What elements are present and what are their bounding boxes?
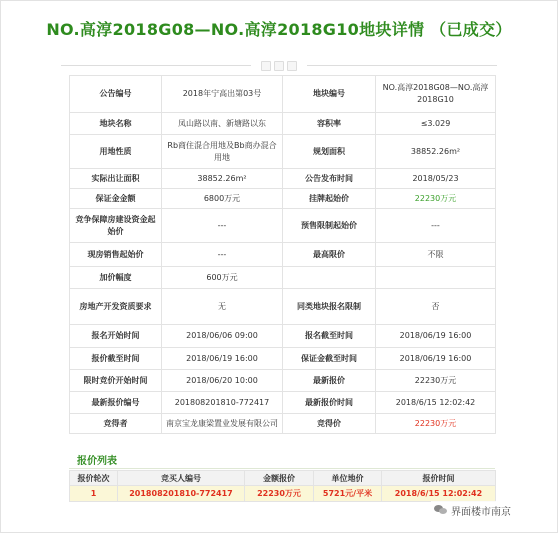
field-value: 600万元 xyxy=(162,267,283,289)
table-row xyxy=(70,370,496,392)
field-value: 2018/06/19 16:00 xyxy=(376,325,496,348)
field-value: 6800万元 xyxy=(162,189,283,209)
table-row xyxy=(70,113,496,135)
field-value: 2018/06/20 10:00 xyxy=(162,370,283,392)
field-value: NO.高淳2018G08—NO.高淳2018G10 xyxy=(376,76,496,113)
field-label: 公告编号 xyxy=(70,76,162,113)
table-row xyxy=(70,169,496,189)
watermark-text: 界面楼市南京 xyxy=(451,506,511,518)
field-value: 2018年宁高出第03号 xyxy=(162,76,283,113)
field-label: 预售限制起始价 xyxy=(283,209,376,243)
field-value: --- xyxy=(162,209,283,243)
bid-amount: 22230万元 xyxy=(245,486,314,502)
field-value: 38852.26m² xyxy=(376,135,496,169)
field-value: 22230万元 xyxy=(376,189,496,209)
table-row xyxy=(70,289,496,325)
field-label: 公告发布时间 xyxy=(283,169,376,189)
field-value: 2018/06/19 16:00 xyxy=(376,348,496,370)
field-label: 加价幅度 xyxy=(70,267,162,289)
field-value: 22230万元 xyxy=(376,370,496,392)
field-label: 最新报价时间 xyxy=(283,392,376,414)
field-value: 南京宝龙康梁置业发展有限公司 xyxy=(162,414,283,434)
wechat-icon xyxy=(434,504,448,516)
field-label: 最高限价 xyxy=(283,243,376,267)
field-value: 不限 xyxy=(376,243,496,267)
watermark xyxy=(431,501,514,519)
field-value: 2018/06/19 16:00 xyxy=(162,348,283,370)
field-label: 保证金金额 xyxy=(70,189,162,209)
page-title: NO.高淳2018G08—NO.高淳2018G10地块详情 （已成交） xyxy=(46,20,512,39)
field-label: 规划面积 xyxy=(283,135,376,169)
field-value: 2018/06/06 09:00 xyxy=(162,325,283,348)
table-row xyxy=(70,189,496,209)
table-row xyxy=(70,209,496,243)
column-header: 单位地价 xyxy=(314,471,382,486)
field-value xyxy=(376,267,496,289)
field-value: 201808201810-772417 xyxy=(162,392,283,414)
field-value: 2018/05/23 xyxy=(376,169,496,189)
bid-table-header-row xyxy=(70,471,496,486)
bid-table xyxy=(69,470,496,502)
field-label: 地块名称 xyxy=(70,113,162,135)
field-label: 竞得价 xyxy=(283,414,376,434)
land-detail-table xyxy=(69,75,496,434)
bid-list-title: 报价列表 xyxy=(77,456,117,467)
field-label: 竞得者 xyxy=(70,414,162,434)
field-label xyxy=(283,267,376,289)
field-value: 2018/6/15 12:02:42 xyxy=(376,392,496,414)
bidder-id: 201808201810-772417 xyxy=(118,486,245,502)
table-row xyxy=(70,325,496,348)
field-label: 限时竞价开始时间 xyxy=(70,370,162,392)
field-value: 38852.26m² xyxy=(162,169,283,189)
field-label: 竞争保障房建设资金起始价 xyxy=(70,209,162,243)
field-label: 容积率 xyxy=(283,113,376,135)
field-value: --- xyxy=(162,243,283,267)
table-row xyxy=(70,243,496,267)
field-label: 报名截至时间 xyxy=(283,325,376,348)
table-row xyxy=(70,486,496,502)
field-label: 报价截至时间 xyxy=(70,348,162,370)
table-row xyxy=(70,348,496,370)
field-label: 房地产开发资质要求 xyxy=(70,289,162,325)
table-row xyxy=(70,135,496,169)
bid-round: 1 xyxy=(70,486,118,502)
bid-list-header xyxy=(69,449,495,469)
field-value: 凤山路以南、新塘路以东 xyxy=(162,113,283,135)
unit-price: 5721元/平米 xyxy=(314,486,382,502)
column-header: 报价轮次 xyxy=(70,471,118,486)
table-row xyxy=(70,76,496,113)
field-value: 无 xyxy=(162,289,283,325)
field-label: 挂牌起始价 xyxy=(283,189,376,209)
field-value: ≤3.029 xyxy=(376,113,496,135)
table-row xyxy=(70,414,496,434)
field-label: 最新报价编号 xyxy=(70,392,162,414)
field-label: 最新报价 xyxy=(283,370,376,392)
field-label: 地块编号 xyxy=(283,76,376,113)
bid-time: 2018/6/15 12:02:42 xyxy=(382,486,496,502)
field-label: 保证金截至时间 xyxy=(283,348,376,370)
field-label: 实际出让面积 xyxy=(70,169,162,189)
title-divider xyxy=(61,60,497,72)
field-label: 同类地块报名限制 xyxy=(283,289,376,325)
field-value: --- xyxy=(376,209,496,243)
field-label: 报名开始时间 xyxy=(70,325,162,348)
table-row xyxy=(70,267,496,289)
column-header: 报价时间 xyxy=(382,471,496,486)
column-header: 竞买人编号 xyxy=(118,471,245,486)
field-value: 22230万元 xyxy=(376,414,496,434)
field-label: 用地性质 xyxy=(70,135,162,169)
table-row xyxy=(70,392,496,414)
column-header: 金额报价 xyxy=(245,471,314,486)
field-value: 否 xyxy=(376,289,496,325)
field-label: 现房销售起始价 xyxy=(70,243,162,267)
field-value: Rb商住混合用地及Bb商办混合用地 xyxy=(162,135,283,169)
